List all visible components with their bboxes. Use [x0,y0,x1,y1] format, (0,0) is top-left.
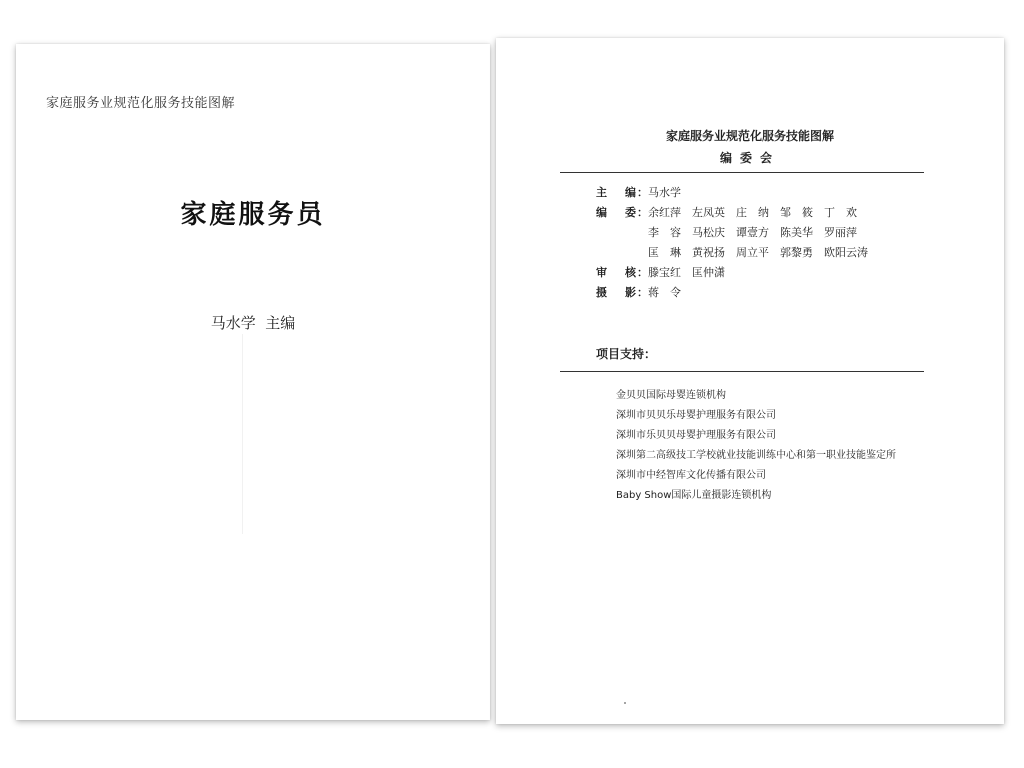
supporter-item: 深圳市中经智库文化传播有限公司 [616,470,766,481]
role-names [648,264,736,280]
left-page [16,44,490,720]
role-label-first: 摄 [596,286,625,299]
role-label [596,184,648,200]
role-label-second: 影 [625,286,636,299]
support-heading: 项目支持： [596,347,657,361]
role-names [648,244,876,260]
scan-speck [624,702,626,704]
series-title: 家庭服务业规范化服务技能图解 [46,96,236,111]
role-label [596,204,648,220]
scan-artifact-line [242,334,243,534]
role-names [648,184,692,200]
role-row [596,244,876,260]
supporter-item: Baby Show国际儿童摄影连锁机构 [616,490,772,501]
author-line: 马水学 主编 [210,314,296,332]
role-label-colon: ： [636,266,648,279]
member-name: 欧阳云涛 [824,246,868,259]
role-label [596,226,648,239]
member-name: 丁 欢 [824,206,857,219]
member-name: 蒋 令 [648,286,681,299]
role-label-colon: ： [636,186,648,199]
role-row [596,224,868,240]
member-name: 庄 纳 [736,206,769,219]
role-label-second: 委 [625,206,636,219]
member-name: 匡 琳 [648,246,681,259]
member-name: 李 容 [648,226,681,239]
member-name: 黄祝扬 [692,246,725,259]
divider-rule [560,172,924,173]
book-title: 家庭服务员 [180,200,326,230]
role-row [596,204,868,220]
committee-title: 编委会 [719,151,780,165]
role-names [648,284,692,300]
role-label [596,264,648,280]
role-label-first: 审 [596,266,625,279]
supporter-item: 深圳市乐贝贝母婴护理服务有限公司 [616,430,776,441]
role-label-chars [596,264,636,280]
role-label-chars [596,284,636,300]
role-label-colon: ： [636,286,648,299]
role-label [596,284,648,300]
role-row [596,284,692,300]
role-label-colon: ： [636,206,648,219]
role-row [596,264,736,280]
role-label [596,246,648,259]
role-row [596,184,692,200]
member-name: 邹 筱 [780,206,813,219]
supporter-item: 深圳第二高级技工学校就业技能训练中心和第一职业技能鉴定所 [616,450,896,461]
supporter-list [616,386,896,506]
member-name: 郭黎勇 [780,246,813,259]
member-name: 余红萍 [648,206,681,219]
supporter-item: 深圳市贝贝乐母婴护理服务有限公司 [616,410,776,421]
role-names [648,224,868,240]
member-name: 马松庆 [692,226,725,239]
member-name: 陈美华 [780,226,813,239]
role-label-first: 主 [596,186,625,199]
role-label-second: 编 [625,186,636,199]
divider-rule [560,371,924,372]
member-name: 左凤英 [692,206,725,219]
member-name: 马水学 [648,186,681,199]
role-label-second: 核 [625,266,636,279]
member-name: 罗丽萍 [824,226,857,239]
role-names [648,204,868,220]
role-label-chars [596,204,636,220]
role-label-chars [596,184,636,200]
member-name: 匡仲潇 [692,266,725,279]
member-name: 周立平 [736,246,769,259]
role-label-first: 编 [596,206,625,219]
supporter-item: 金贝贝国际母婴连锁机构 [616,390,726,401]
committee-series-title: 家庭服务业规范化服务技能图解 [665,129,834,143]
member-name: 谭壹方 [736,226,769,239]
member-name: 滕宝红 [648,266,681,279]
right-page [496,38,1004,724]
